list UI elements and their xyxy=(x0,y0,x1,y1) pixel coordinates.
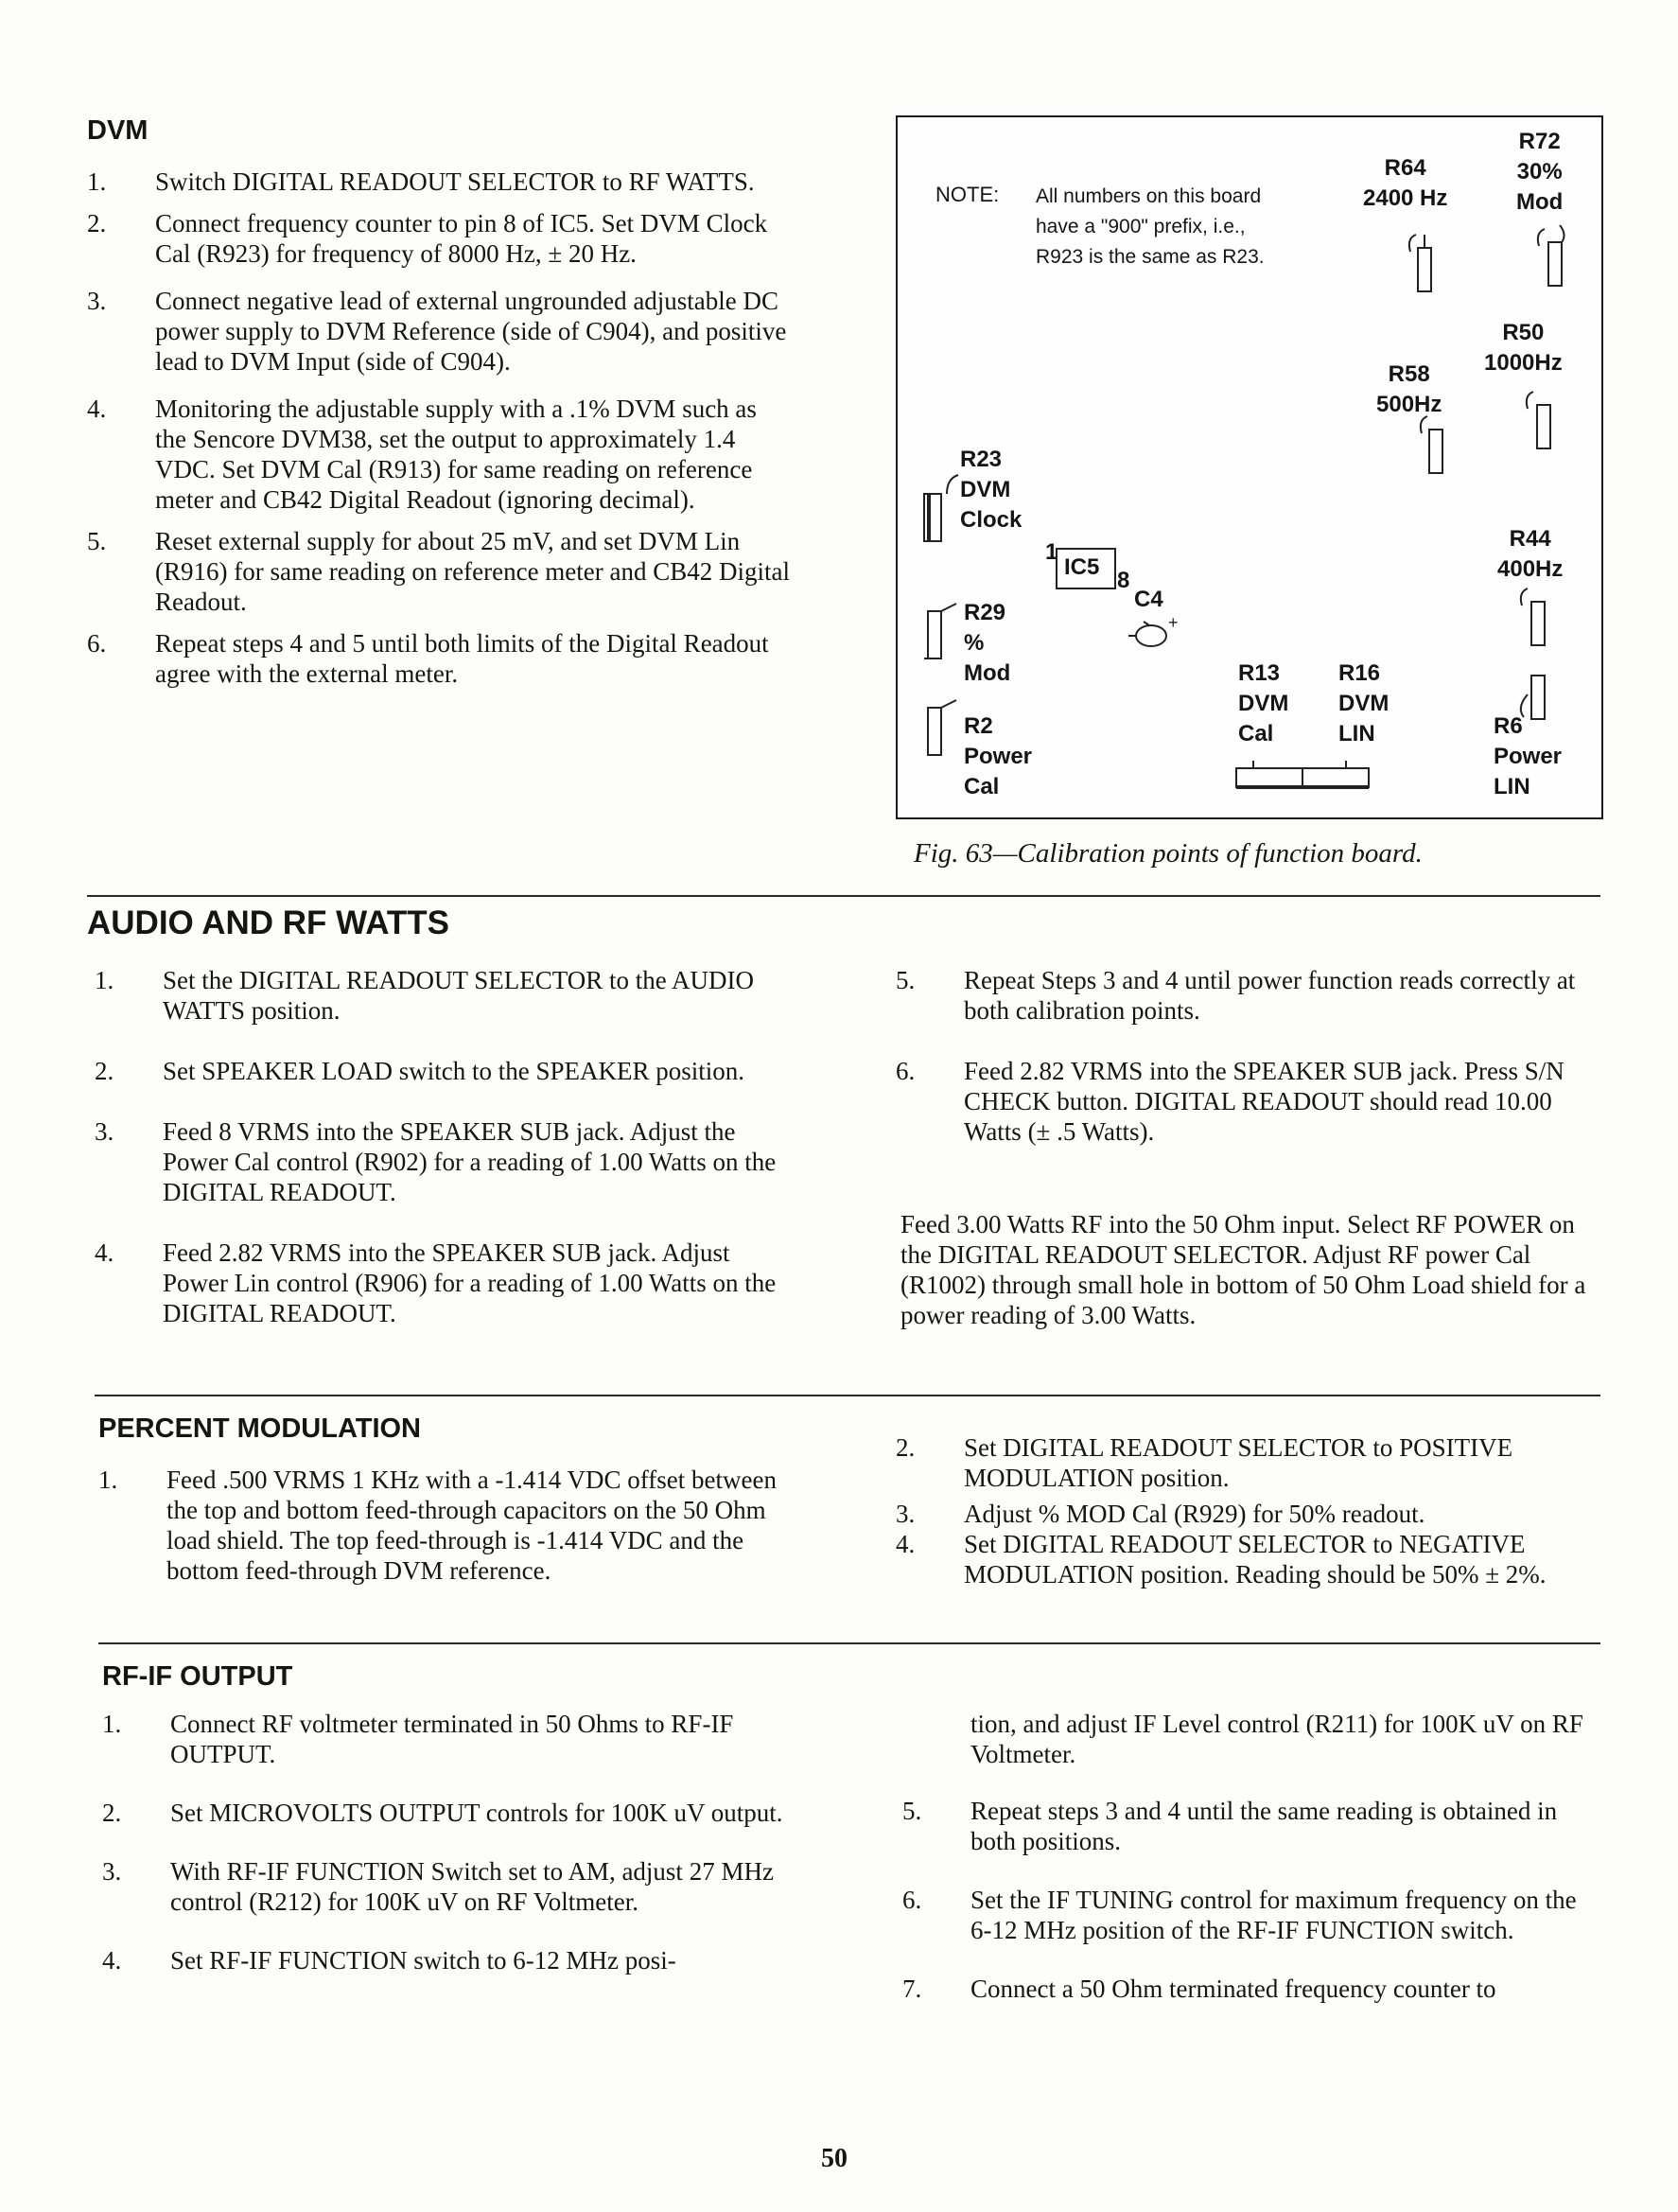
rf-if-step-2: 2. Set MICROVOLTS OUTPUT controls for 100K uV output. xyxy=(102,1799,783,1827)
r6-sub-label: Power LIN xyxy=(1494,744,1563,799)
r58-label: R58 500Hz xyxy=(1376,361,1442,417)
dvm-step-1: 1. Switch DIGITAL READOUT SELECTOR to RF WATTS. xyxy=(87,167,755,196)
r64-label: R64 2400 Hz xyxy=(1363,155,1448,211)
audio-step-3: 3. Feed 8 VRMS into the SPEAKER SUB jack. Adjust the Power Cal control (R902) for a reading of 1.00 Watts on the DIGITAL READOUT. xyxy=(95,1117,777,1206)
ic5-chip-icon xyxy=(1057,549,1115,588)
dvm-step-3: 3. Connect negative lead of external ungrounded adjustable DC power supply to DVM Reference (side of C904), and positive lead to DVM Input (side of C904). xyxy=(87,287,787,376)
r44-label: R44 400Hz xyxy=(1497,526,1564,582)
r16-label: R16 DVM LIN xyxy=(1338,660,1390,746)
dvm-step-4: 4. Monitoring the adjustable supply with a .1% DVM such as the Sencore DVM38, set the output to approximately 1.4 VDC. Set DVM Cal (R913) for same reading on reference meter and CB42 Digital Readout (ignoring decimal). xyxy=(87,395,757,514)
rf-watts-paragraph: Feed 3.00 Watts RF into the 50 Ohm input. Select RF POWER on the DIGITAL READOUT SELECTOR. Adjust RF power Cal (R1002) through small hole in bottom of 50 Ohm Load shield for a power reading of 3.00 Watts. xyxy=(900,1210,1586,1329)
rf-if-step-7: 7. Connect a 50 Ohm terminated frequency counter to xyxy=(902,1975,1496,2003)
rule-audio xyxy=(87,895,1600,897)
r23-label: R23 DVM Clock xyxy=(960,447,1023,533)
r16-trimmer-icon xyxy=(1302,761,1369,787)
r2-trimmer-icon xyxy=(928,700,956,755)
audio-step-4: 4. Feed 2.82 VRMS into the SPEAKER SUB jack. Adjust Power Lin control (R906) for a reading of 1.00 Watts on the DIGITAL READOUT. xyxy=(95,1238,777,1327)
function-board-diagram xyxy=(896,115,1603,819)
rf-if-step-1: 1. Connect RF voltmeter terminated in 50 Ohms to RF-IF OUTPUT. xyxy=(102,1710,734,1768)
ic5-label: IC5 xyxy=(1064,554,1100,580)
r58-trimmer-icon xyxy=(1421,416,1442,473)
dvm-step-2: 2. Connect frequency counter to pin 8 of IC5. Set DVM Clock Cal (R923) for frequency of 8000 Hz, ± 20 Hz. xyxy=(87,209,768,268)
rf-if-left-steps xyxy=(102,1709,802,1975)
rf-if-right-steps xyxy=(902,1796,1602,2004)
note-text: All numbers on this board have a "900" prefix, i.e., R923 is the same as R23. xyxy=(1036,185,1265,268)
audio-left-steps xyxy=(95,965,795,1328)
audio-step-2: 2. Set SPEAKER LOAD switch to the SPEAKER position. xyxy=(95,1057,745,1085)
rf-if-step-5: 5. Repeat steps 3 and 4 until the same reading is obtained in both positions. xyxy=(902,1797,1558,1855)
percent-mod-step-3: 3. Adjust % MOD Cal (R929) for 50% readout. xyxy=(896,1500,1425,1528)
svg-text:+: + xyxy=(1168,613,1179,632)
r2-label: R2 Power Cal xyxy=(964,713,1033,799)
percent-mod-right-steps xyxy=(896,1432,1599,1589)
rf-if-step-6: 6. Set the IF TUNING control for maximum frequency on the 6-12 MHz position of the RF-IF FUNCTION switch. xyxy=(902,1886,1577,1944)
audio-step-6: 6. Feed 2.82 VRMS into the SPEAKER SUB jack. Press S/N CHECK button. DIGITAL READOUT should read 10.00 Watts (± .5 Watts). xyxy=(896,1057,1564,1146)
r44-trimmer-icon xyxy=(1521,588,1545,645)
c4-capacitor-icon xyxy=(1128,613,1179,646)
r6-label: R6 xyxy=(1494,713,1523,739)
r23-trimmer-icon xyxy=(924,475,958,541)
page-number: 50 xyxy=(821,2144,848,2173)
ic5-pin1-label: 1 xyxy=(1045,539,1058,565)
r13-trimmer-icon xyxy=(1236,761,1302,787)
figure-caption: Fig. 63—Calibration points of function board. xyxy=(914,838,1423,869)
r64-trimmer-icon xyxy=(1409,235,1431,291)
dvm-step-6: 6. Repeat steps 4 and 5 until both limits of the Digital Readout agree with the external meter. xyxy=(87,629,769,688)
ic5-pin8-label: 8 xyxy=(1117,568,1130,593)
rf-if-step-4: 4. Set RF-IF FUNCTION switch to 6-12 MHz posi- xyxy=(102,1946,676,1975)
percent-mod-left-steps xyxy=(98,1465,798,1586)
r50-trimmer-icon xyxy=(1527,392,1550,448)
r72-trimmer-icon xyxy=(1538,225,1564,286)
rule-percent-mod xyxy=(95,1395,1600,1396)
diagram-drawing xyxy=(898,117,1601,817)
percent-mod-step-1: 1. Feed .500 VRMS 1 KHz with a -1.414 VDC offset between the top and bottom feed-through capacitors on the 50 Ohm load shield. The top feed-through is -1.414 VDC and the bottom feed-through DVM reference. xyxy=(98,1466,777,1585)
r6-trimmer-icon xyxy=(1521,676,1545,719)
audio-right-steps xyxy=(896,965,1599,1147)
rf-if-step-3: 3. With RF-IF FUNCTION Switch set to AM, adjust 27 MHz control (R212) for 100K uV on RF Voltmeter. xyxy=(102,1857,774,1916)
percent-mod-step-2: 2. Set DIGITAL READOUT SELECTOR to POSITIVE MODULATION position. xyxy=(896,1433,1513,1492)
percent-mod-step-4: 4. Set DIGITAL READOUT SELECTOR to NEGATIVE MODULATION position. Reading should be 50% ± 2%. xyxy=(896,1530,1547,1589)
r72-label: R72 30% Mod xyxy=(1516,129,1564,215)
c4-label: C4 xyxy=(1134,587,1163,612)
rule-rf-if xyxy=(98,1642,1600,1644)
rf-if-heading: RF-IF OUTPUT xyxy=(102,1661,293,1692)
percent-mod-heading: PERCENT MODULATION xyxy=(98,1413,422,1444)
r29-label: R29 % Mod xyxy=(964,600,1011,686)
dvm-heading: DVM xyxy=(87,115,149,146)
audio-rf-heading: AUDIO AND RF WATTS xyxy=(87,904,450,941)
audio-step-5: 5. Repeat Steps 3 and 4 until power function reads correctly at both calibration points. xyxy=(896,966,1576,1025)
note-label: NOTE: xyxy=(935,183,1000,206)
r29-trimmer-icon xyxy=(924,604,956,658)
r50-label: R50 1000Hz xyxy=(1484,320,1563,376)
r13-label: R13 DVM Cal xyxy=(1238,660,1289,746)
audio-step-1: 1. Set the DIGITAL READOUT SELECTOR to the AUDIO WATTS position. xyxy=(95,966,755,1025)
dvm-steps xyxy=(87,167,792,689)
dvm-step-5: 5. Reset external supply for about 25 mV, and set DVM Lin (R916) for same reading on reference meter and CB42 Digital Readout. xyxy=(87,527,791,616)
rf-if-step-4-continuation: tion, and adjust IF Level control (R211) for 100K uV on RF Voltmeter. xyxy=(970,1710,1583,1768)
